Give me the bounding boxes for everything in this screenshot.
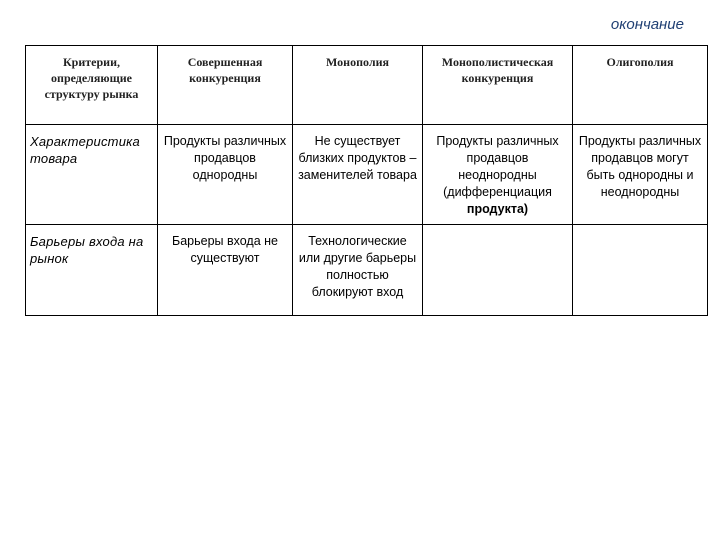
table-cell: Продукты различных продавцов однородны [158,125,293,225]
cell-text-bold: продукта) [466,202,529,216]
market-structure-table [25,45,708,316]
table-cell [573,225,708,316]
table-cell [423,125,573,225]
header-perfect-competition: Совершенная конкуренция [158,46,293,125]
row-label-entry-barriers: Барьеры входа на рынок [26,225,158,316]
header-monopolistic-competition: Монополистическая конкуренция [423,46,573,125]
header-oligopoly: Олигополия [573,46,708,125]
header-criteria: Критерии, определяющие структуру рынка [26,46,158,125]
header-row [26,46,708,125]
row-label-product-characteristics: Характеристика товара [26,125,158,225]
table-cell [423,225,573,316]
continuation-label: окончание [610,16,684,33]
table-cell: Продукты различных продавцов могут быть однородны и неоднородны [573,125,708,225]
table-row [26,125,708,225]
table-row [26,225,708,316]
cell-text: Продукты различных продавцов неоднородны (дифференциация [436,134,559,199]
header-monopoly: Монополия [293,46,423,125]
table-cell: Барьеры входа не существуют [158,225,293,316]
table-cell: Технологические или другие барьеры полностью блокируют вход [293,225,423,316]
table-cell: Не существует близких продуктов – заменителей товара [293,125,423,225]
